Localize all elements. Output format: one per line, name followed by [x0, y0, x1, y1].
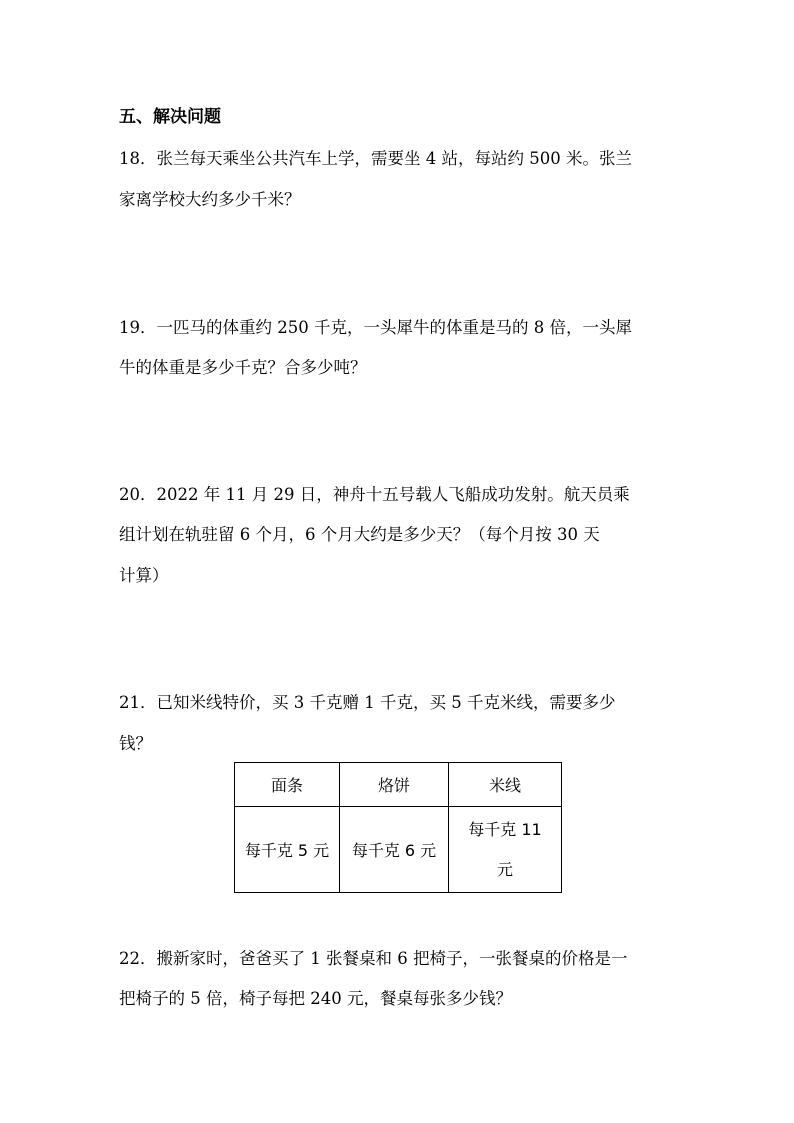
- price-rice-noodles: 每千克 11 元: [468, 819, 542, 879]
- price-table-header-row: [235, 763, 562, 807]
- question-18-line-1: 18．张兰每天乘坐公共汽车上学，需要坐 4 站，每站约 500 米。张兰: [119, 149, 632, 168]
- price-pancake: 每千克 6 元: [340, 807, 449, 893]
- price-table-value-row: [235, 807, 562, 893]
- question-21-line-1: 21．已知米线特价，买 3 千克赠 1 千克，买 5 千克米线，需要多少: [119, 693, 616, 712]
- question-19-line-2: 牛的体重是多少千克？合多少吨？: [119, 358, 367, 377]
- price-table: [234, 762, 562, 893]
- header-pancake: 烙饼: [340, 763, 449, 807]
- price-rice-noodles-cell: [449, 807, 562, 893]
- question-20-line-2: 组计划在轨驻留 6 个月，6 个月大约是多少天？（每个月按 30 天: [119, 525, 600, 544]
- question-20-line-1: 20．2022 年 11 月 29 日，神舟十五号载人飞船成功发射。航天员乘: [119, 485, 630, 504]
- header-rice-noodles: 米线: [449, 763, 562, 807]
- price-noodles: 每千克 5 元: [235, 807, 340, 893]
- question-18-line-2: 家离学校大约多少千米？: [119, 190, 301, 209]
- question-19-line-1: 19．一匹马的体重约 250 千克，一头犀牛的体重是马的 8 倍，一头犀: [119, 318, 632, 337]
- question-22-line-2: 把椅子的 5 倍，椅子每把 240 元，餐桌每张多少钱？: [119, 989, 512, 1008]
- question-22-line-1: 22．搬新家时，爸爸买了 1 张餐桌和 6 把椅子，一张餐桌的价格是一: [119, 949, 628, 968]
- section-title: 五、解决问题: [119, 107, 221, 127]
- question-20-line-3: 计算）: [119, 566, 169, 585]
- question-21-line-2: 钱？: [119, 734, 152, 753]
- header-noodles: 面条: [235, 763, 340, 807]
